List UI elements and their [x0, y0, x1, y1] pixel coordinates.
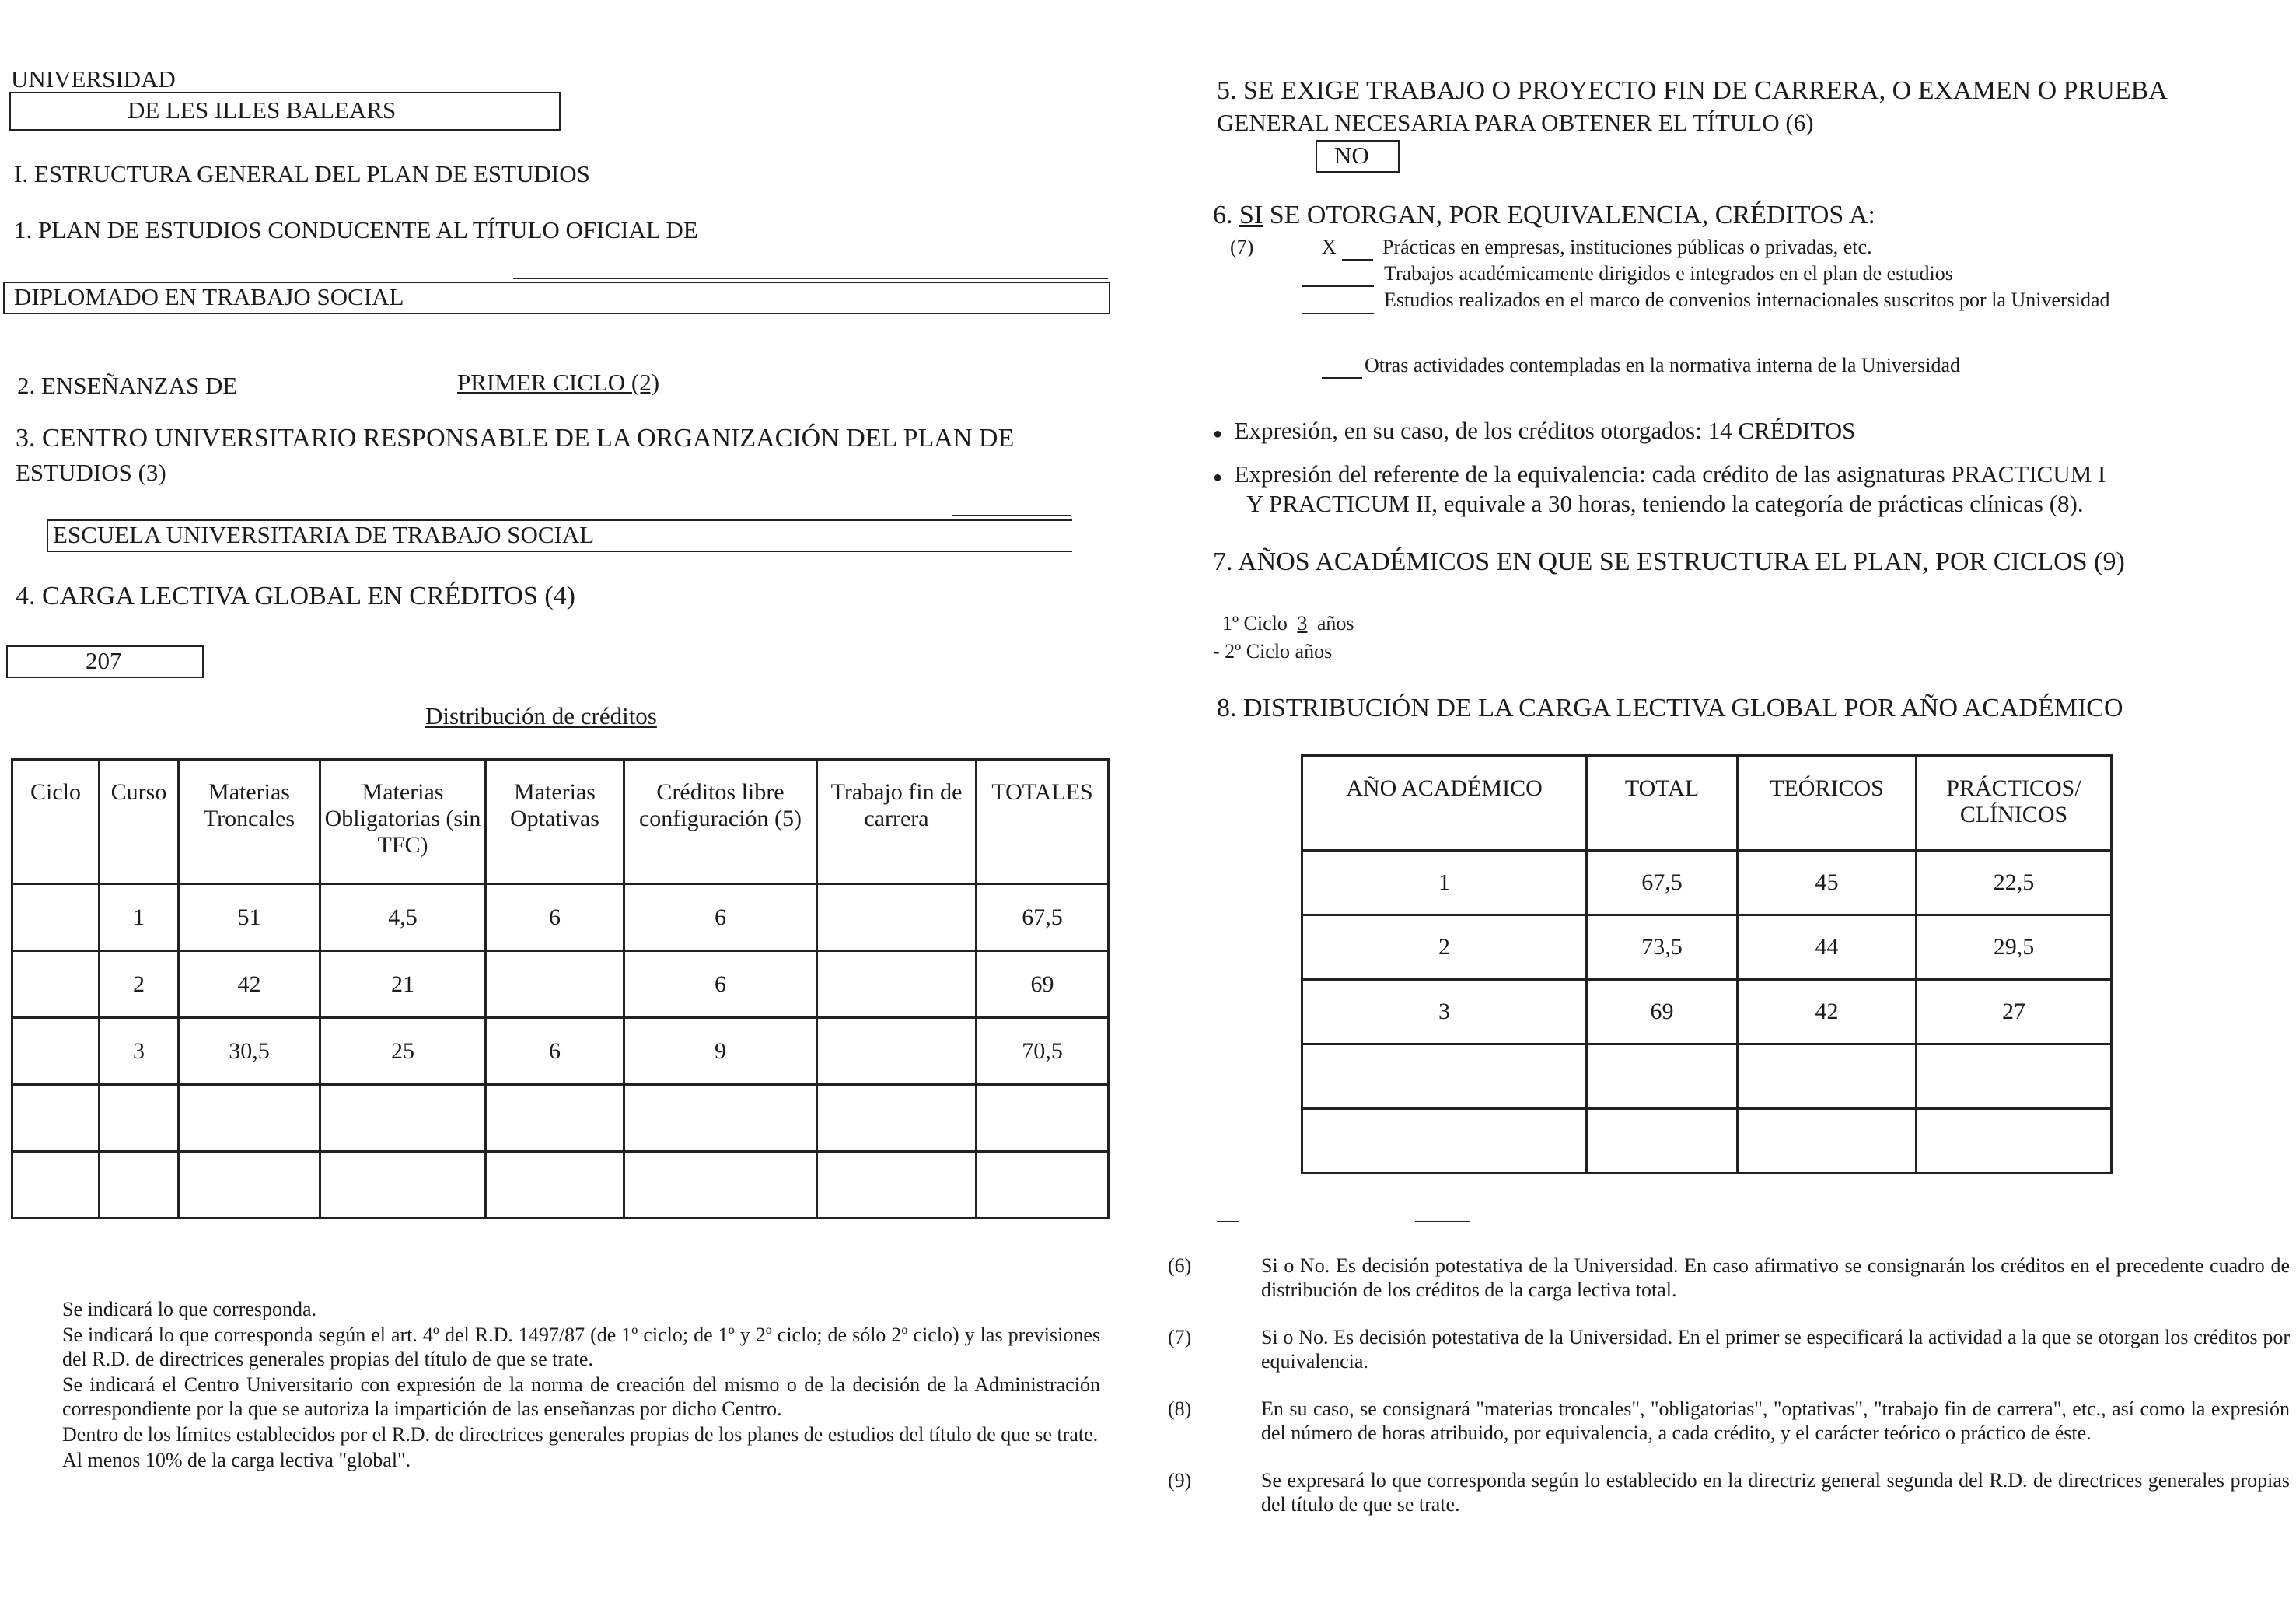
item2-value: PRIMER CICLO (2) — [457, 369, 660, 396]
footnote-number — [16, 1422, 62, 1446]
footnote-text: Al menos 10% de la carga lectiva "global". — [62, 1449, 411, 1471]
credits-table-header-cell: Trabajo fin de carrera — [817, 760, 977, 884]
credits-table-header-cell: Materias Obligatorias (sin TFC) — [320, 760, 486, 884]
year-table-row — [1302, 1109, 2112, 1174]
credits-table-header-cell: Curso — [100, 760, 179, 884]
credits-table-header-row — [12, 760, 1109, 884]
item3-value-box — [47, 519, 1072, 552]
credits-table-cell: 6 — [486, 884, 624, 951]
item3-value: ESCUELA UNIVERSITARIA DE TRABAJO SOCIAL — [53, 521, 595, 548]
separator-dash-2 — [1415, 1221, 1470, 1222]
footnote-number — [16, 1373, 62, 1397]
credits-table-cell — [977, 1085, 1109, 1152]
year-table-cell — [1587, 1044, 1738, 1109]
item3-rule — [952, 515, 1071, 516]
year-table — [1301, 754, 2113, 1174]
item5-value: NO — [1334, 142, 1369, 169]
year-table-header-cell: AÑO ACADÉMICO — [1302, 756, 1587, 851]
credits-table-row — [12, 884, 1109, 951]
year-table-cell: 45 — [1738, 851, 1917, 915]
university-name-box — [9, 92, 561, 131]
footnote — [16, 1373, 1100, 1421]
item6-option-1: Prácticas en empresas, instituciones públicas o privadas, etc. — [1382, 236, 1872, 258]
item7-label: 7. AÑOS ACADÉMICOS EN QUE SE ESTRUCTURA EL PLAN, POR CICLOS (9) — [1213, 547, 2125, 576]
credits-table-cell: 51 — [179, 884, 320, 951]
item7-cycle2: - 2º Ciclo años — [1213, 640, 1333, 663]
footnote-number — [16, 1323, 62, 1347]
footnote-number: (9) — [1168, 1469, 1192, 1492]
item6-option-3: Estudios realizados en el marco de convenios internacionales suscritos por la Universidad — [1384, 289, 2110, 311]
bullet-1-text: Expresión, en su caso, de los créditos otorgados: 14 CRÉDITOS — [1234, 417, 1856, 444]
footnote-text: Si o No. Es decisión potestativa de la Universidad. En el primer se especificará la actividad a la que se otorgan los créditos por equivalencia. — [1261, 1326, 2290, 1373]
item3-label-line2: ESTUDIOS (3) — [16, 459, 166, 486]
footnote-text: En su caso, se consignará "materias troncales", "obligatorias", "optativas", "trabajo fin de carrera", etc., así como la expresión del número de horas atribuido, por equivalencia, a cada crédito, y el carácter teórico o práctico de éste. — [1261, 1397, 2290, 1444]
item6-option4-blank — [1322, 377, 1362, 379]
item5-line1: 5. SE EXIGE TRABAJO O PROYECTO FIN DE CARRERA, O EXAMEN O PRUEBA — [1217, 76, 2168, 105]
footnote — [16, 1297, 1100, 1321]
footnote-number — [16, 1448, 62, 1472]
item5-value-box — [1316, 140, 1400, 173]
item7-cycle1-value: 3 — [1297, 612, 1308, 635]
year-table-cell: 3 — [1302, 980, 1587, 1044]
credits-table-row — [12, 1152, 1109, 1219]
year-table-cell — [1917, 1109, 2112, 1174]
credits-table-cell — [179, 1152, 320, 1219]
footnote-number: (7) — [1168, 1326, 1192, 1348]
item6-heading — [1213, 201, 1875, 230]
item2-label: 2. ENSEÑANZAS DE — [17, 372, 238, 399]
credits-table-cell: 70,5 — [977, 1018, 1109, 1085]
credits-table-cell — [486, 1085, 624, 1152]
year-table-cell: 69 — [1587, 980, 1738, 1044]
credits-table-cell — [977, 1152, 1109, 1219]
footnote-text: Se indicará lo que corresponda. — [62, 1298, 317, 1320]
credits-table-cell: 6 — [624, 884, 817, 951]
year-table-header-cell: TOTAL — [1587, 756, 1738, 851]
item1-label: 1. PLAN DE ESTUDIOS CONDUCENTE AL TÍTULO OFICIAL DE — [14, 216, 698, 243]
footnote — [1168, 1397, 2290, 1445]
credits-table-header-cell: Materias Troncales — [179, 760, 320, 884]
credits-table-cell — [12, 884, 100, 951]
section-heading: I. ESTRUCTURA GENERAL DEL PLAN DE ESTUDIOS — [14, 160, 590, 187]
credits-table-cell: 42 — [179, 951, 320, 1018]
footnote — [16, 1323, 1100, 1371]
footnote-number — [16, 1297, 62, 1321]
item6-mark: X — [1322, 236, 1337, 258]
credits-table-cell: 4,5 — [320, 884, 486, 951]
year-table-header-row — [1302, 756, 2112, 851]
credits-table-cell — [817, 951, 977, 1018]
item6-prefix: 6. — [1213, 201, 1233, 229]
credits-table-row — [12, 1085, 1109, 1152]
footnote-text: Si o No. Es decisión potestativa de la Universidad. En caso afirmativo se consignarán los créditos en el precedente cuadro de distribución de los créditos de la carga lectiva total. — [1261, 1254, 2290, 1301]
footnote-text: Se indicará el Centro Universitario con expresión de la norma de creación del mismo o de la decisión de la Administración correspondiente por la que se autoriza la impartición de las enseñanzas por dicho Centro. — [62, 1373, 1100, 1420]
credits-table-cell — [12, 1152, 100, 1219]
bullet-2 — [1213, 460, 2106, 491]
credits-table-row — [12, 951, 1109, 1018]
footnote — [1168, 1325, 2290, 1373]
credits-table-cell: 6 — [486, 1018, 624, 1085]
credits-table-cell: 67,5 — [977, 884, 1109, 951]
item6-note: (7) — [1230, 236, 1254, 258]
credits-table-cell — [486, 951, 624, 1018]
year-table-cell: 22,5 — [1917, 851, 2112, 915]
year-table-cell: 29,5 — [1917, 915, 2112, 980]
credits-table-cell — [320, 1085, 486, 1152]
year-table-cell — [1917, 1044, 2112, 1109]
year-table-cell — [1587, 1109, 1738, 1174]
item4-value: 207 — [86, 647, 122, 674]
item1-rule — [513, 278, 1108, 279]
year-table-cell — [1738, 1044, 1917, 1109]
university-label: UNIVERSIDAD — [11, 65, 176, 93]
footnote — [1168, 1468, 2290, 1516]
item6-option1-blank — [1342, 259, 1373, 261]
footnote-text: Se expresará lo que corresponda según lo establecido en la directriz general segunda del R.D. de directrices generales propias del título de que se trate. — [1261, 1469, 2290, 1516]
credits-table-cell — [817, 1085, 977, 1152]
item6-answer: SI — [1239, 201, 1263, 229]
credits-table-cell: 6 — [624, 951, 817, 1018]
footnote — [16, 1448, 1100, 1472]
credits-table-cell — [817, 1152, 977, 1219]
footnote-text: Dentro de los límites establecidos por el R.D. de directrices generales propias de los planes de estudios del título de que se trate. — [62, 1423, 1099, 1446]
item4-label: 4. CARGA LECTIVA GLOBAL EN CRÉDITOS (4) — [16, 582, 575, 610]
credits-table-header-cell: Créditos libre configuración (5) — [624, 760, 817, 884]
credits-table-cell — [624, 1085, 817, 1152]
credits-table-cell: 30,5 — [179, 1018, 320, 1085]
year-table-row — [1302, 915, 2112, 980]
year-table-cell: 1 — [1302, 851, 1587, 915]
item6-option-2: Trabajos académicamente dirigidos e integrados en el plan de estudios — [1384, 262, 1953, 285]
item6-option2-blank — [1302, 285, 1374, 287]
credits-table-header-cell: Ciclo — [12, 760, 100, 884]
year-table-header-cell: TEÓRICOS — [1738, 756, 1917, 851]
year-table-cell — [1302, 1109, 1587, 1174]
credits-table-cell — [817, 884, 977, 951]
bullet-dot: ● — [1213, 469, 1223, 486]
bullet-2-line1: Expresión del referente de la equivalencia: cada crédito de las asignaturas PRACTICUM I — [1234, 460, 2106, 488]
year-table-row — [1302, 980, 2112, 1044]
item7-cycle1 — [1222, 611, 1354, 635]
separator-dash-1 — [1217, 1221, 1239, 1222]
footnote-text: Se indicará lo que corresponda según el art. 4º del R.D. 1497/87 (de 1º ciclo; de 1º y 2º ciclo; de sólo 2º ciclo) y las previsiones del R.D. de directrices generales propias del título de que se trate. — [62, 1324, 1100, 1370]
year-table-cell — [1738, 1109, 1917, 1174]
item7-cycle1-post: años — [1316, 612, 1354, 635]
credits-table-header-cell: TOTALES — [977, 760, 1109, 884]
footnote-number: (8) — [1168, 1397, 1192, 1420]
credits-table-cell: 2 — [100, 951, 179, 1018]
item5-line2: GENERAL NECESARIA PARA OBTENER EL TÍTULO (6) — [1217, 109, 1814, 136]
item6-option-4: Otras actividades contempladas en la normativa interna de la Universidad — [1365, 354, 1960, 376]
credits-table-cell — [100, 1152, 179, 1219]
credits-table-cell — [320, 1152, 486, 1219]
bullet-dot: ● — [1213, 425, 1223, 442]
bullet-2-line2: Y PRACTICUM II, equivale a 30 horas, teniendo la categoría de prácticas clínicas (8). — [1246, 490, 2084, 517]
left-footnotes — [16, 1297, 1100, 1474]
credits-table-cell — [12, 1085, 100, 1152]
credits-table-cell — [817, 1018, 977, 1085]
credits-table-cell — [486, 1152, 624, 1219]
credits-table — [11, 758, 1110, 1219]
credits-table-cell — [100, 1085, 179, 1152]
right-footnotes — [1168, 1254, 2290, 1540]
item1-value: DIPLOMADO EN TRABAJO SOCIAL — [14, 283, 404, 310]
footnote — [16, 1422, 1100, 1446]
year-table-cell: 27 — [1917, 980, 2112, 1044]
item4-value-box — [6, 645, 204, 678]
credits-table-cell — [12, 1018, 100, 1085]
credits-table-cell: 9 — [624, 1018, 817, 1085]
year-table-cell: 67,5 — [1587, 851, 1738, 915]
credits-table-row — [12, 1018, 1109, 1085]
university-name: DE LES ILLES BALEARS — [128, 96, 397, 124]
credits-table-cell: 25 — [320, 1018, 486, 1085]
distribution-title: Distribución de créditos — [425, 702, 657, 729]
item6-option3-blank — [1302, 313, 1374, 314]
year-table-cell: 2 — [1302, 915, 1587, 980]
footnote-number: (6) — [1168, 1254, 1192, 1277]
footnote — [1168, 1254, 2290, 1302]
item8-label: 8. DISTRIBUCIÓN DE LA CARGA LECTIVA GLOBAL POR AÑO ACADÉMICO — [1217, 694, 2123, 722]
bullet-1 — [1213, 417, 1855, 448]
year-table-row — [1302, 851, 2112, 915]
credits-table-cell: 69 — [977, 951, 1109, 1018]
credits-table-cell — [624, 1152, 817, 1219]
year-table-cell: 42 — [1738, 980, 1917, 1044]
credits-table-header-cell: Materias Optativas — [486, 760, 624, 884]
item7-cycle1-pre: 1º Ciclo — [1222, 612, 1288, 635]
credits-table-cell: 1 — [100, 884, 179, 951]
item3-label-line1: 3. CENTRO UNIVERSITARIO RESPONSABLE DE LA ORGANIZACIÓN DEL PLAN DE — [16, 424, 1015, 453]
year-table-cell — [1302, 1044, 1587, 1109]
credits-table-cell — [179, 1085, 320, 1152]
credits-table-cell — [12, 951, 100, 1018]
credits-table-cell: 21 — [320, 951, 486, 1018]
year-table-header-cell: PRÁCTICOS/ CLÍNICOS — [1917, 756, 2112, 851]
year-table-cell: 44 — [1738, 915, 1917, 980]
year-table-row — [1302, 1044, 2112, 1109]
item6-label: SE OTORGAN, POR EQUIVALENCIA, CRÉDITOS A: — [1269, 201, 1875, 229]
credits-table-cell: 3 — [100, 1018, 179, 1085]
year-table-cell: 73,5 — [1587, 915, 1738, 980]
item1-value-box — [3, 282, 1110, 314]
